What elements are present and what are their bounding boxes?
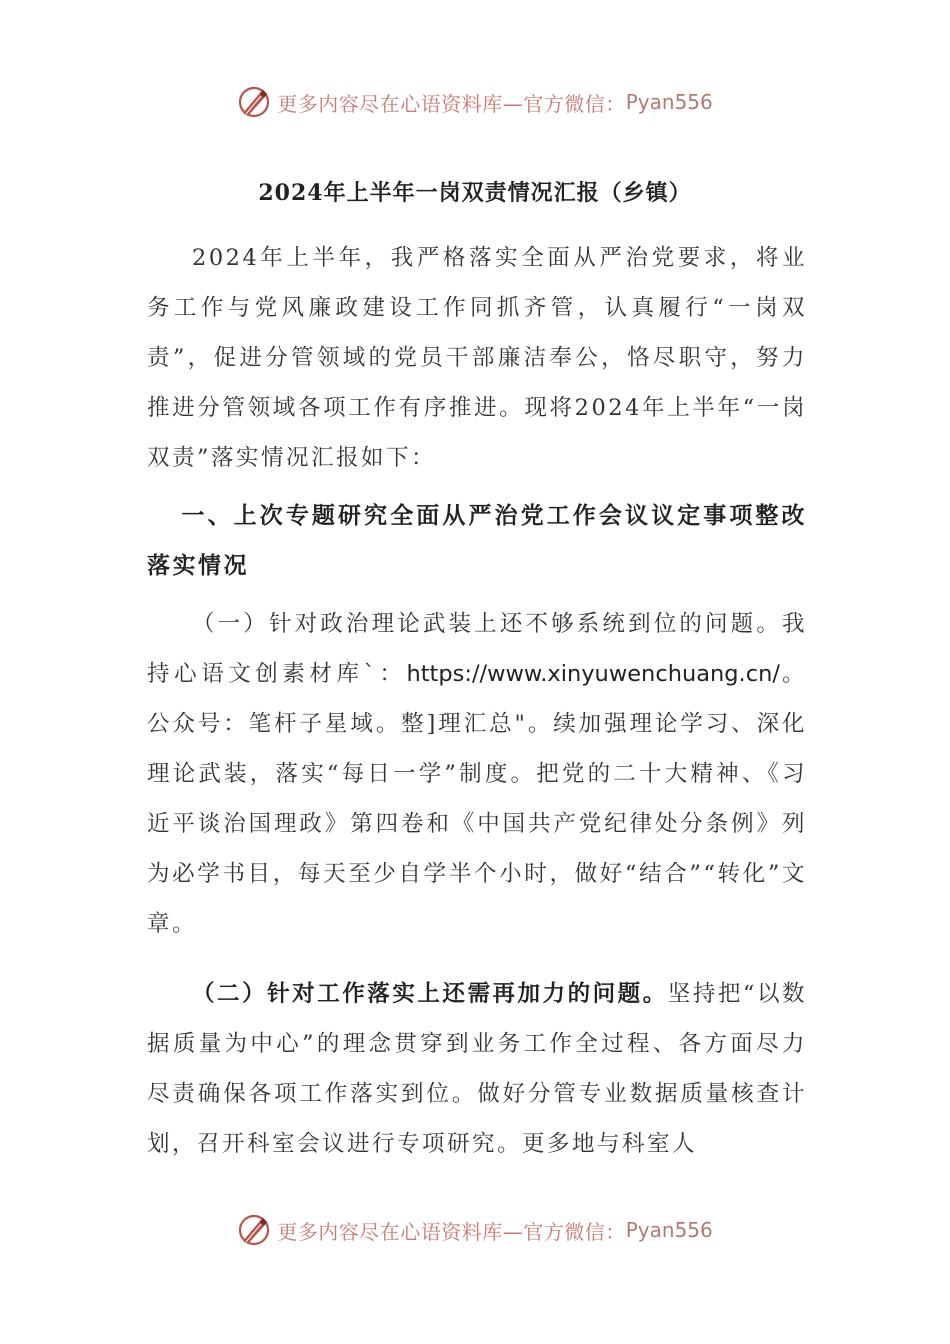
item1-tail: 。公众号：笔杆子星域。整]理汇总"。续加强理论学习、深化理论武装，落实“每日一学”制度。把党的二十大精神、《习近平谈治国理政》第四卷和《中国共产党纪律处分条例》列为必学书目，每天至少自学半个小时，做好“结合”“转化”文章。 <box>147 661 807 937</box>
item1-lead: （一）针对政治理论武装上还不够系统到位的问题。我持心语文创素材库`： <box>147 611 807 687</box>
document-body <box>147 233 807 1169</box>
item2-lead: （二）针对工作落实上还需再加力的问题。 <box>192 981 668 1007</box>
watermark-banner-top <box>0 82 950 122</box>
item2-body: 坚持把“以数据质量为中心”的理念贯穿到业务工作全过程、各方面尽力尽责确保各项工作落实到位。做好分管专业数据质量核查计划，召开科室会议进行专项研究。更多地与科室人 <box>147 981 807 1157</box>
document-title: 2024年上半年一岗双责情况汇报（乡镇） <box>258 180 692 206</box>
pen-nib-circle-icon <box>237 1213 271 1247</box>
watermark-wechat-id: Pyan556 <box>625 1218 713 1242</box>
watermark-text: 更多内容尽在心语资料库—官方微信： <box>277 91 626 116</box>
section-heading-1: 一、上次专题研究全面从严治党工作会议议定事项整改落实情况 <box>147 502 807 579</box>
item-paragraph-2 <box>147 969 807 1169</box>
watermark-banner-bottom <box>0 1210 950 1250</box>
item-paragraph-1 <box>147 599 807 949</box>
pen-nib-circle-icon <box>237 85 271 119</box>
watermark-text: 更多内容尽在心语资料库—官方微信： <box>277 1219 626 1244</box>
watermark-wechat-id: Pyan556 <box>625 90 713 114</box>
intro-paragraph: 2024年上半年，我严格落实全面从严治党要求，将业务工作与党风廉政建设工作同抓齐管，认真履行“一岗双责”，促进分管领域的党员干部廉洁奉公，恪尽职守，努力推进分管领域各项工作有序推进。现将2024年上半年“一岗双责”落实情况汇报如下： <box>147 245 807 471</box>
item1-url: https://www.xinyuwenchuang.cn/ <box>406 661 780 687</box>
